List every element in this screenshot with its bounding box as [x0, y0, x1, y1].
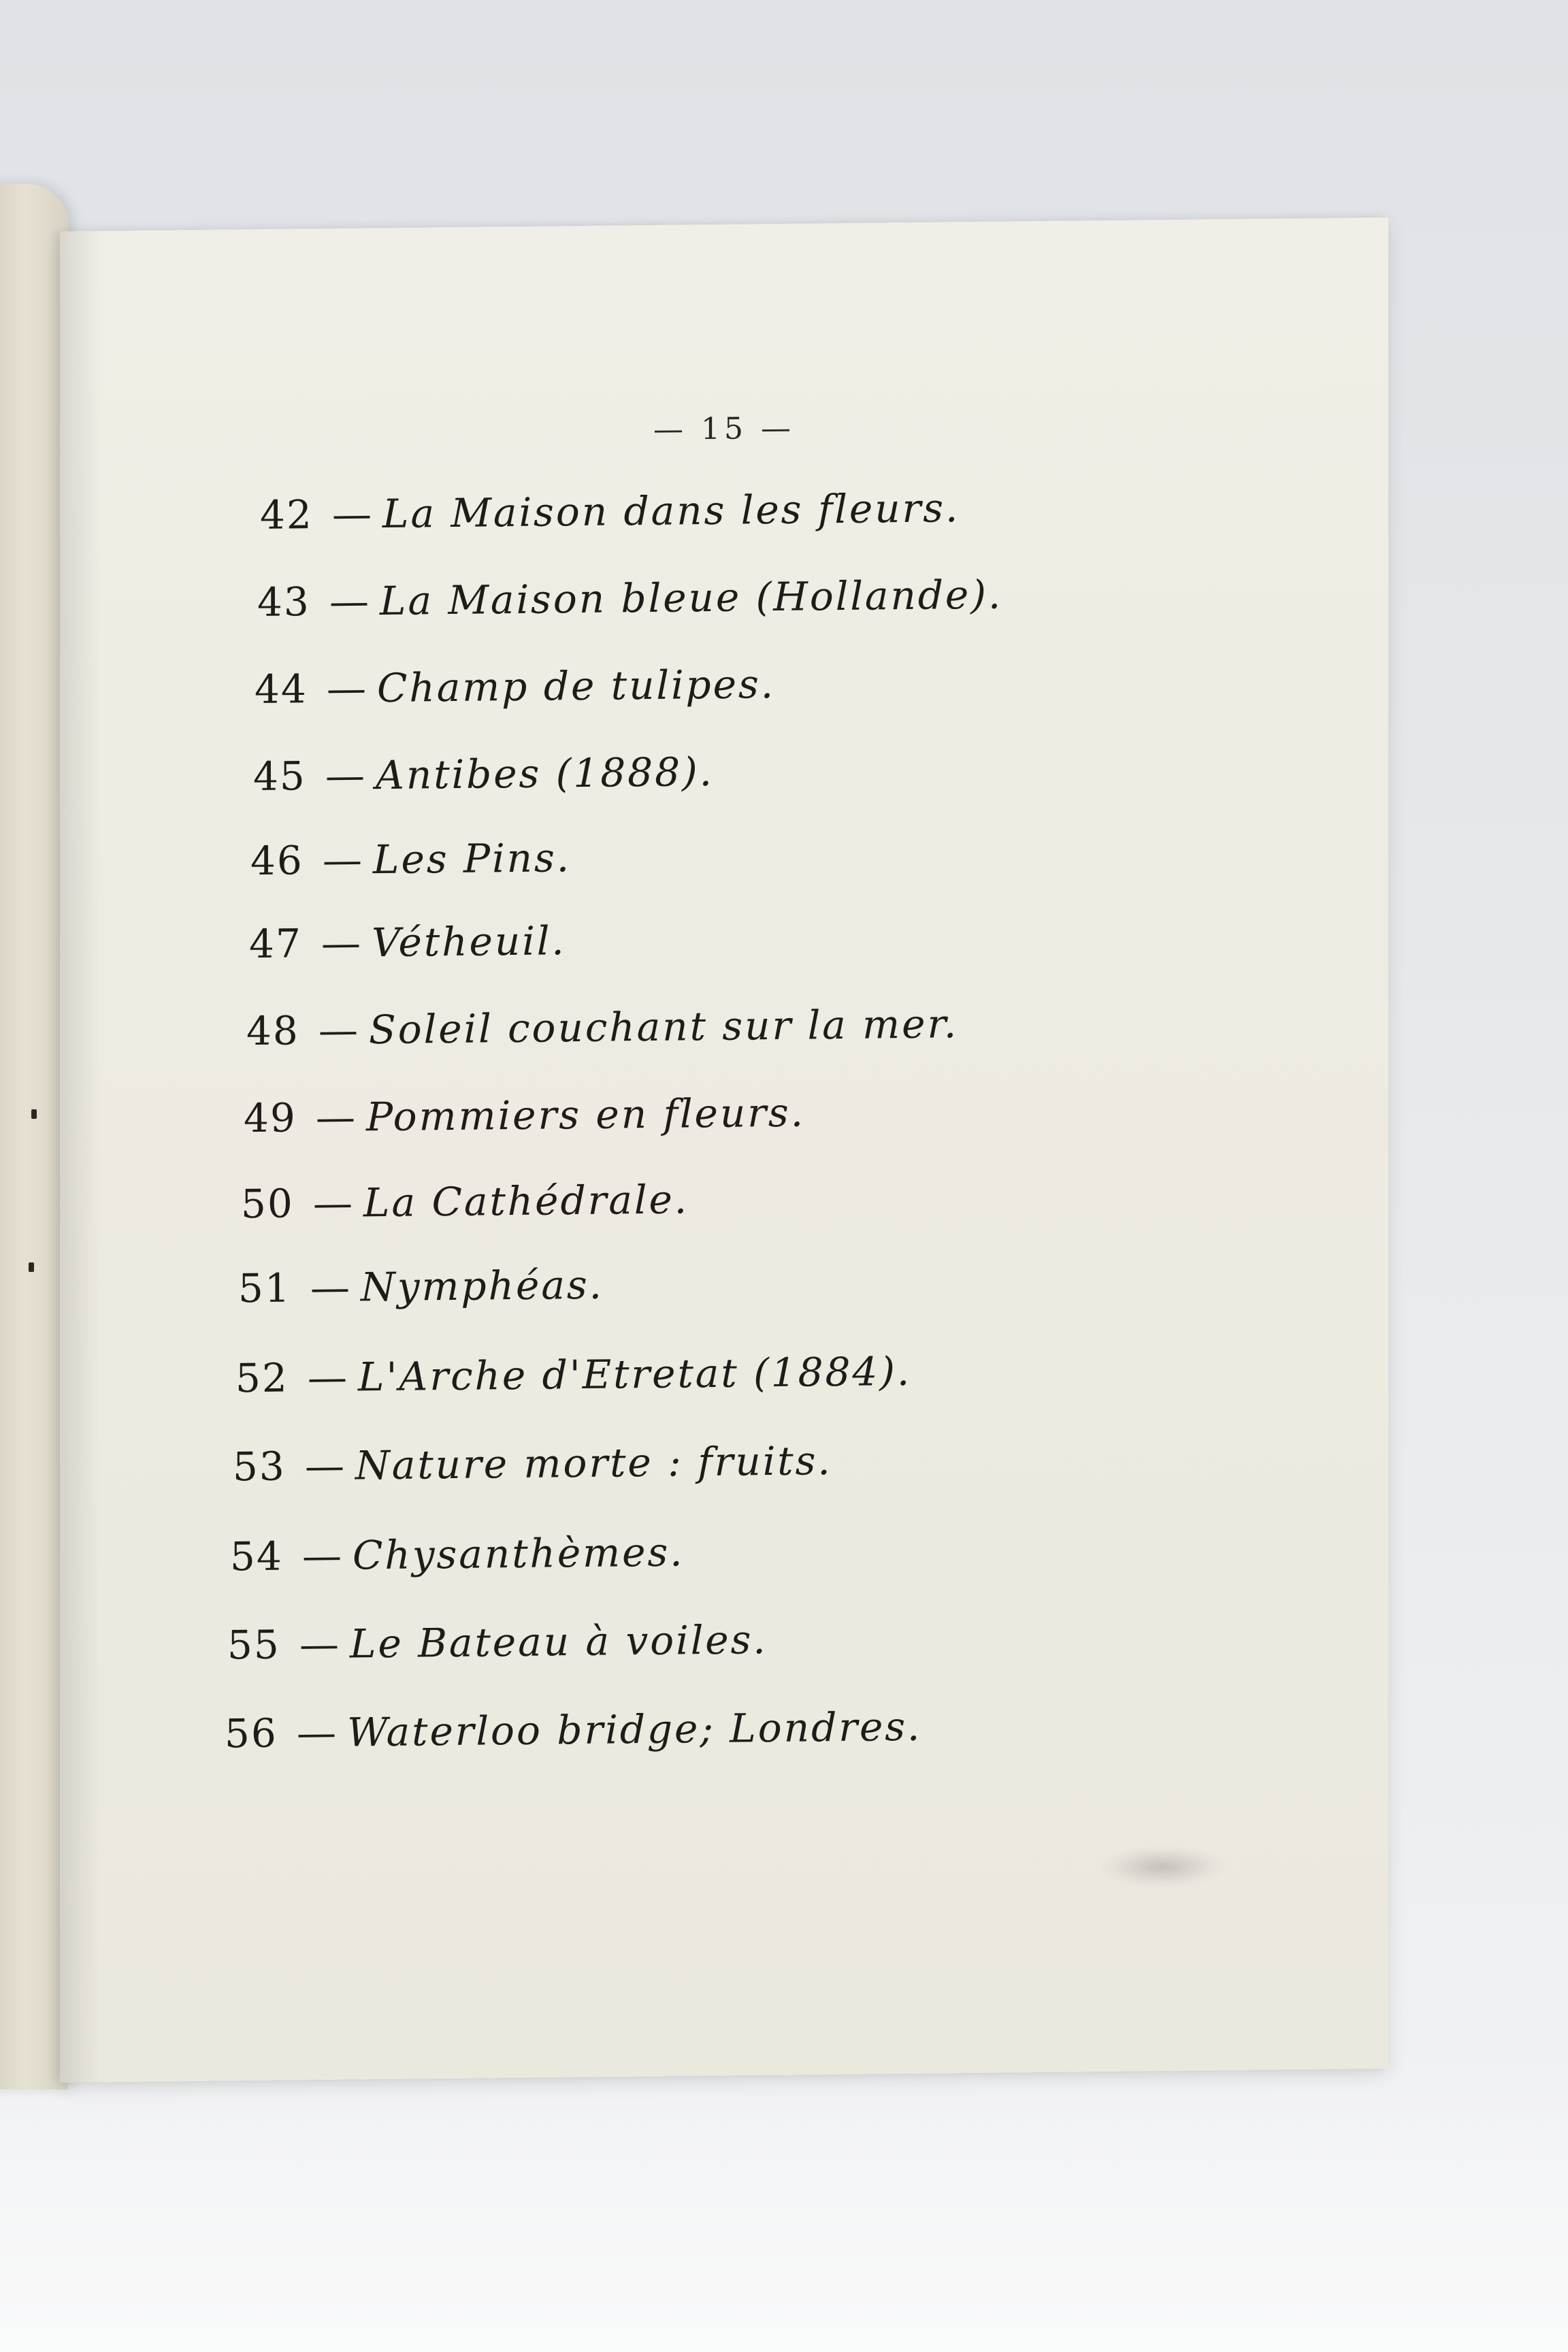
page-number: — 15 —	[653, 410, 795, 447]
list-item	[246, 1000, 958, 1055]
list-item	[238, 1261, 604, 1313]
entry-title: Pommiers en fleurs.	[366, 1089, 806, 1141]
entry-title: Soleil couchant sur la mer.	[369, 1000, 959, 1054]
list-item	[227, 1616, 768, 1669]
list-item	[233, 1437, 832, 1490]
entry-title: Vétheuil.	[372, 917, 566, 966]
entry-number: 54	[230, 1533, 283, 1580]
entry-number: 53	[233, 1443, 286, 1490]
list-item	[250, 834, 571, 885]
binding-thread-mark	[29, 1262, 34, 1272]
entry-number: 55	[227, 1621, 280, 1669]
entry-title: Antibes (1888).	[376, 748, 715, 799]
entry-dash: —	[313, 1179, 353, 1227]
entry-number: 46	[250, 837, 304, 885]
entry-title: Les Pins.	[373, 834, 572, 883]
entry-dash: —	[327, 665, 366, 712]
entry-dash: —	[299, 1620, 339, 1668]
entry-number: 49	[244, 1094, 297, 1142]
entry-dash: —	[323, 836, 362, 883]
entry-number: 47	[249, 920, 302, 968]
entry-number: 50	[241, 1180, 294, 1228]
entry-title: La Cathédrale.	[363, 1176, 689, 1226]
entry-dash: —	[305, 1442, 344, 1490]
entry-title: Nymphéas.	[361, 1261, 604, 1311]
entry-number: 56	[225, 1710, 278, 1757]
list-item	[255, 660, 775, 713]
entry-title: L'Arche d'Etretat (1884).	[358, 1348, 912, 1401]
entry-list	[60, 218, 1388, 2082]
entry-number: 45	[253, 753, 306, 800]
entry-dash: —	[329, 578, 369, 625]
entry-number: 42	[260, 491, 313, 538]
entry-title: Chysanthèmes.	[353, 1529, 685, 1579]
entry-title: Le Bateau à voiles.	[350, 1616, 768, 1667]
entry-dash: —	[332, 491, 372, 538]
entry-title: Waterloo bridge; Londres.	[347, 1703, 922, 1756]
list-item	[225, 1703, 921, 1758]
facing-page-edge	[0, 184, 68, 2089]
catalogue-page	[60, 218, 1388, 2082]
entry-dash: —	[321, 919, 361, 966]
list-item	[257, 570, 1002, 625]
entry-number: 48	[246, 1007, 299, 1055]
entry-dash: —	[302, 1532, 342, 1580]
list-item	[260, 484, 960, 539]
entry-title: La Maison dans les fleurs.	[382, 485, 960, 538]
table-surface	[0, 2048, 1568, 2352]
list-item	[241, 1175, 689, 1228]
paper-smudge	[1101, 1846, 1224, 1888]
entry-dash: —	[318, 1007, 358, 1054]
list-item	[249, 917, 566, 968]
entry-dash: —	[316, 1094, 355, 1141]
entry-number: 43	[257, 578, 310, 625]
entry-title: Champ de tulipes.	[377, 660, 776, 712]
entry-dash: —	[325, 752, 365, 799]
binding-thread-mark	[31, 1109, 37, 1119]
entry-number: 44	[255, 666, 308, 713]
entry-number: 52	[235, 1354, 289, 1402]
entry-dash: —	[310, 1264, 350, 1311]
entry-number: 51	[238, 1264, 291, 1312]
entry-dash: —	[297, 1709, 336, 1757]
entry-title: Nature morte : fruits.	[355, 1437, 832, 1489]
list-item	[253, 748, 714, 800]
list-item	[244, 1089, 805, 1143]
entry-title: La Maison bleue (Hollande).	[380, 571, 1003, 625]
entry-dash: —	[308, 1354, 347, 1401]
list-item	[235, 1348, 911, 1402]
list-item	[230, 1528, 685, 1580]
